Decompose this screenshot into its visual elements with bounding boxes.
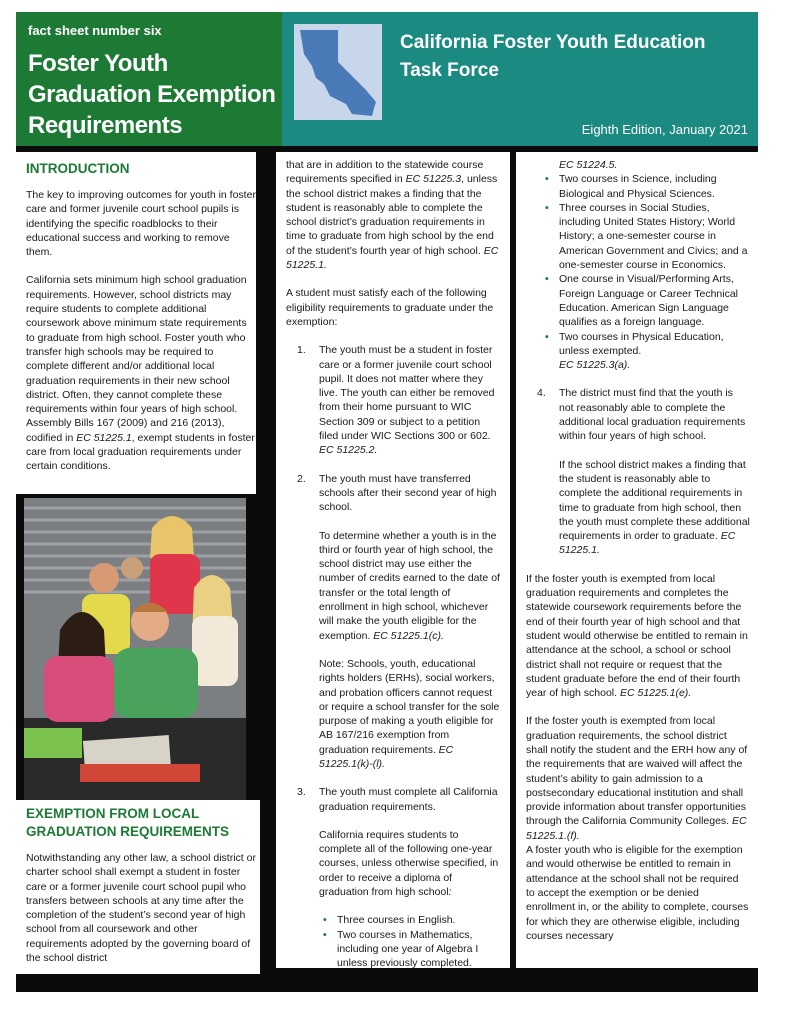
title-line: Foster Youth — [28, 50, 168, 77]
body-paragraph: A foster youth who is eligible for the exemption and would otherwise be entitled to remain in attendance at the school shall not be required to accept the exemption or be denied enrollment in, or the ability to complete, courses for which they are otherwise eligible, including courses necessary — [526, 844, 749, 942]
org-line: California Foster Youth Education — [400, 32, 706, 53]
intro-paragraph: California sets minimum high school graduation requirements. However, school districts may require students to complete additional coursework above minimum state requirements to graduate from high school. Foster youth who transfer high schools may be required to complete different and/or additional local graduation requirements in their new school district. Often, they cannot complete these requirements within four years of high school. Assembly Bills 167 (2009) and 216 (2013), codified in EC 51225.1, exempt students in foster care from local graduation requirements under certain conditions. — [26, 274, 255, 473]
eligibility-column — [276, 152, 510, 968]
body-paragraph: A student must satisfy each of the following eligibility requirements to graduate under the exemption: — [286, 287, 494, 328]
list-item: 1. The youth must be a student in foster care or a former juvenile court school pupil. It does not matter where they live. The youth can either be removed from their home pursuant to WIC Section 309 or subject to a petition filed under WIC Sections 300 or 602. EC 51225.2. — [297, 344, 495, 457]
exemption-heading: EXEMPTION FROM LOCAL GRADUATION REQUIREMENTS — [26, 806, 230, 839]
edition-date: Eighth Edition, January 2021 — [581, 122, 748, 137]
body-paragraph: If the foster youth is exempted from local graduation requirements, the school district shall notify the student and the ERH how any of the requirements that are waived will affect the student’s ability to gain admission to a postsecondary educational institution and shall provide information about transfer opportunities through the California Community Colleges. EC 51225.1.(f). — [526, 715, 748, 842]
title-line: Requirements — [28, 112, 183, 139]
bullet-item: • One course in Visual/Performing Arts, Foreign Language or Career Technical Education. American Sign Language qualifies as a foreign language. — [545, 273, 739, 329]
organization-name — [400, 29, 705, 85]
requirements-column — [516, 152, 758, 968]
body-paragraph: If the foster youth is exempted from local graduation requirements and completes the statewide coursework requirements before the end of their fourth year of high school and that student would otherwise be entitled to remain in attendance at the school, a school or school district shall not require or request that the student graduate before the end of their fourth year of high school. EC 51225.1(e). — [526, 572, 748, 700]
students-photo — [24, 498, 246, 800]
intro-paragraph: The key to improving outcomes for youth in foster care and former juvenile court school pupils is identifying the specific roadblocks to their educational success and working to remove them. — [26, 189, 256, 259]
title-line: Graduation Exemption — [28, 81, 276, 108]
exemption-section — [16, 800, 260, 974]
bullet-item: • Two courses in Mathematics, including one year of Algebra I unless previously completed. — [323, 928, 479, 970]
california-map-icon — [294, 24, 382, 120]
body-paragraph: that are in addition to the statewide course requirements specified in EC 51225.3, unless the school district makes a finding that the student is reasonably able to complete the school district’s graduation requirements in time to graduate from high school by the end of the student’s fourth year of high school. EC 51225.1. — [286, 159, 499, 272]
citation: EC 51225.3(a). — [559, 359, 631, 372]
bullet-item: • Three courses in Social Studies, including United States History; World History; a one-semester course in American Government and Civics; and a one-semester course in Economics. — [545, 201, 748, 272]
introduction-heading: INTRODUCTION — [26, 161, 130, 176]
bullet-item: • Two courses in Science, including Biological and Physical Sciences. — [545, 173, 717, 200]
fact-sheet-number: fact sheet number six — [28, 23, 162, 38]
bullet-item: • Three courses in English. — [323, 914, 456, 927]
list-item: 3. The youth must complete all California graduation requirements. California requires students to complete all of the following one-year courses, unless otherwise specified, in order to receive a diploma of graduation from high school: • Three courses in English. • Two courses in Mathematics, including one year of Algebra I unless previously completed. — [297, 786, 499, 970]
exemption-paragraph: Notwithstanding any other law, a school district or charter school shall exempt a student in foster care or a former juvenile court school pupil who transfers between schools at any time after the completion of the student’s second year of high school from all coursework and other requirements adopted by the governing board of the school district — [26, 852, 256, 965]
document-title — [28, 48, 278, 141]
title-banner — [16, 12, 282, 146]
citation: EC 51224.5. — [559, 159, 618, 171]
org-line: Task Force — [400, 60, 499, 81]
bullet-item: • Two courses in Physical Education, unless exempted. — [545, 330, 724, 357]
list-item: 2. The youth must have transferred schools after their second year of high school. To determine whether a youth is in the third or fourth year of high school, the school district may use either the number of credits earned to the date of transfer or the total length of enrollment in high school, whichever will make the youth eligible for the exemption. EC 51225.1(c). Note: Schools, youth, educational rights holders (ERHs), social workers, and probation officers cannot request or require a school transfer for the sole purpose of making a youth eligible for AB 167/216 exemption from graduation requirements. EC 51225.1(k)-(l). — [297, 472, 500, 770]
introduction-section — [16, 152, 256, 494]
list-item: 4. The district must find that the youth is not reasonably able to complete the additional local graduation requirements within four years of high school. If the school district makes a finding that the student is reasonably able to complete the additional requirements in time to graduate from high school, then the youth must complete these additional requirements in order to graduate. EC 51225.1. — [537, 387, 750, 557]
organization-banner — [282, 12, 758, 146]
